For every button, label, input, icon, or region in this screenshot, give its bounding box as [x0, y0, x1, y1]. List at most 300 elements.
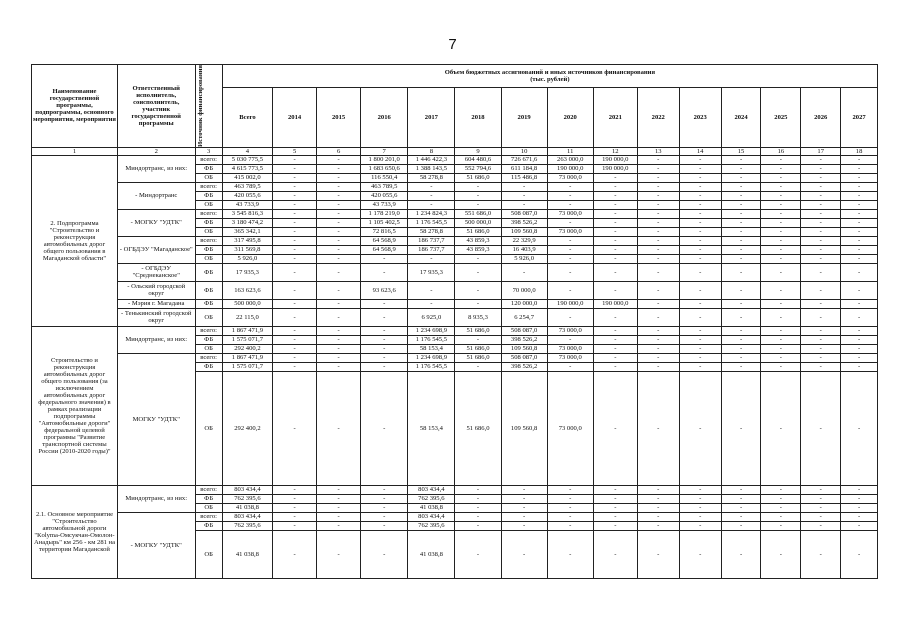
value-cell: - [593, 263, 637, 281]
value-cell: - [501, 530, 547, 578]
value-cell: - [273, 236, 317, 245]
value-cell: 190 000,0 [593, 299, 637, 308]
value-cell: - [721, 521, 761, 530]
source-cell: всего: [195, 209, 222, 218]
value-cell: - [721, 326, 761, 335]
value-cell: - [721, 209, 761, 218]
value-cell: - [761, 353, 801, 362]
table-row [32, 182, 878, 191]
value-cell: - [547, 263, 593, 281]
executor-name: Миндортранс, из них: [117, 485, 195, 512]
value-cell: - [721, 299, 761, 308]
table-row [32, 209, 878, 218]
value-cell: - [593, 200, 637, 209]
value-cell: - [317, 191, 361, 200]
value-cell: - [841, 236, 878, 245]
value-cell: - [593, 236, 637, 245]
value-cell: 5 926,0 [501, 254, 547, 263]
value-cell: - [455, 512, 501, 521]
value-cell: - [637, 254, 679, 263]
value-cell: - [408, 191, 455, 200]
value-cell: - [547, 191, 593, 200]
value-cell: - [361, 485, 408, 494]
value-cell: - [679, 254, 721, 263]
value-cell: 51 686,0 [455, 371, 501, 485]
value-cell: - [593, 254, 637, 263]
value-cell: - [317, 173, 361, 182]
value-cell: - [273, 503, 317, 512]
value-cell: - [801, 173, 841, 182]
column-number: 15 [721, 147, 761, 155]
value-cell: 73 000,0 [547, 209, 593, 218]
source-cell: ФБ [195, 362, 222, 371]
value-cell: - [637, 326, 679, 335]
source-cell: ФБ [195, 164, 222, 173]
value-cell: - [801, 200, 841, 209]
value-cell: - [841, 281, 878, 299]
value-cell: - [361, 494, 408, 503]
value-cell: 43 859,3 [455, 236, 501, 245]
value-cell: 73 000,0 [547, 326, 593, 335]
value-cell: 51 686,0 [455, 326, 501, 335]
table-row [32, 299, 878, 308]
value-cell: - [593, 191, 637, 200]
value-cell: - [761, 326, 801, 335]
executor-name: - МОГКУ "УДТК" [117, 209, 195, 236]
value-cell: - [841, 530, 878, 578]
value-cell: - [273, 344, 317, 353]
value-cell: - [721, 494, 761, 503]
table-row [32, 155, 878, 164]
value-cell: - [679, 503, 721, 512]
value-cell: - [361, 530, 408, 578]
value-cell: - [455, 503, 501, 512]
value-cell: - [593, 362, 637, 371]
year-header: 2022 [637, 88, 679, 148]
value-cell: - [801, 494, 841, 503]
source-cell: ФБ [195, 263, 222, 281]
value-cell: - [273, 155, 317, 164]
column-number: 13 [637, 147, 679, 155]
value-cell: - [547, 236, 593, 245]
column-number: 16 [761, 147, 801, 155]
value-cell: - [637, 335, 679, 344]
value-cell: - [721, 182, 761, 191]
value-cell: - [317, 281, 361, 299]
value-cell: - [317, 494, 361, 503]
column-number: 8 [408, 147, 455, 155]
value-cell: - [679, 371, 721, 485]
value-cell: 420 055,6 [222, 191, 272, 200]
value-cell: - [408, 299, 455, 308]
value-cell: - [801, 182, 841, 191]
value-cell: 51 686,0 [455, 173, 501, 182]
value-cell: 186 737,7 [408, 236, 455, 245]
value-cell: - [547, 308, 593, 326]
value-cell: - [455, 200, 501, 209]
year-header: 2027 [841, 88, 878, 148]
value-cell: - [547, 335, 593, 344]
value-cell: - [679, 182, 721, 191]
value-cell: - [317, 485, 361, 494]
value-cell: - [501, 200, 547, 209]
value-cell: - [593, 326, 637, 335]
value-cell: - [721, 164, 761, 173]
value-cell: - [637, 200, 679, 209]
executor-name: - Мэрия г. Магадана [117, 299, 195, 308]
value-cell: - [273, 245, 317, 254]
value-cell: - [721, 503, 761, 512]
value-cell: - [501, 494, 547, 503]
value-cell: - [637, 494, 679, 503]
column-number: 1 [32, 147, 118, 155]
value-cell: - [317, 209, 361, 218]
column-number: 12 [593, 147, 637, 155]
value-cell: - [455, 362, 501, 371]
value-cell: 1 176 545,5 [408, 335, 455, 344]
value-cell: 263 000,0 [547, 155, 593, 164]
value-cell: - [593, 344, 637, 353]
value-cell: - [841, 254, 878, 263]
value-cell: - [841, 335, 878, 344]
value-cell: - [637, 164, 679, 173]
value-cell: 803 434,4 [408, 485, 455, 494]
value-cell: 1 234 698,9 [408, 353, 455, 362]
value-cell: 73 000,0 [547, 173, 593, 182]
value-cell: - [317, 530, 361, 578]
year-header: 2015 [317, 88, 361, 148]
value-cell: - [273, 218, 317, 227]
value-cell: 552 794,6 [455, 164, 501, 173]
value-cell: - [547, 521, 593, 530]
value-cell: 43 733,9 [361, 200, 408, 209]
financing-table [31, 64, 878, 579]
value-cell: - [361, 353, 408, 362]
program-name: 2. Подпрограмма "Строительство и реконструкция автомобильных дорог общего пользования в Магаданской области" [32, 155, 118, 326]
value-cell: - [547, 218, 593, 227]
value-cell: 463 789,5 [222, 182, 272, 191]
value-cell: - [637, 371, 679, 485]
value-cell: 115 486,8 [501, 173, 547, 182]
value-cell: - [679, 512, 721, 521]
value-cell: 1 176 545,5 [408, 218, 455, 227]
value-cell: - [593, 530, 637, 578]
value-cell: - [801, 362, 841, 371]
value-cell: 500 000,0 [455, 218, 501, 227]
value-cell: - [637, 263, 679, 281]
value-cell: - [317, 164, 361, 173]
source-cell: ФБ [195, 191, 222, 200]
value-cell: - [455, 182, 501, 191]
value-cell: 190 000,0 [547, 164, 593, 173]
value-cell: - [841, 182, 878, 191]
source-cell: ОБ [195, 254, 222, 263]
value-cell: - [408, 200, 455, 209]
value-cell: - [721, 308, 761, 326]
value-cell: 51 686,0 [455, 353, 501, 362]
value-cell: 163 623,6 [222, 281, 272, 299]
value-cell: - [801, 371, 841, 485]
column-number: 4 [222, 147, 272, 155]
value-cell: - [679, 227, 721, 236]
value-cell: - [273, 371, 317, 485]
value-cell: 64 568,9 [361, 245, 408, 254]
value-cell: 51 686,0 [455, 227, 501, 236]
value-cell: - [361, 326, 408, 335]
value-cell: 73 000,0 [547, 371, 593, 485]
value-cell: - [761, 530, 801, 578]
value-cell: 64 568,9 [361, 236, 408, 245]
value-cell: 311 569,8 [222, 245, 272, 254]
value-cell: 420 055,6 [361, 191, 408, 200]
value-cell: 43 733,9 [222, 200, 272, 209]
source-cell: всего: [195, 155, 222, 164]
value-cell: - [679, 353, 721, 362]
value-cell: - [801, 164, 841, 173]
value-cell: - [637, 362, 679, 371]
value-cell: - [317, 227, 361, 236]
value-cell: - [317, 299, 361, 308]
column-number: 18 [841, 147, 878, 155]
value-cell: - [637, 236, 679, 245]
value-cell: - [317, 200, 361, 209]
value-cell: - [841, 263, 878, 281]
value-cell: - [361, 344, 408, 353]
value-cell: - [721, 254, 761, 263]
value-cell: - [361, 371, 408, 485]
table-row [32, 308, 878, 326]
value-cell: - [273, 335, 317, 344]
value-cell: - [317, 182, 361, 191]
value-cell: - [761, 299, 801, 308]
value-cell: - [273, 164, 317, 173]
value-cell: - [841, 164, 878, 173]
value-cell: 190 000,0 [547, 299, 593, 308]
value-cell: - [455, 521, 501, 530]
value-cell: - [761, 200, 801, 209]
source-cell: всего: [195, 326, 222, 335]
value-cell: - [841, 512, 878, 521]
value-cell: 73 000,0 [547, 353, 593, 362]
value-cell: 292 400,2 [222, 344, 272, 353]
value-cell: - [637, 191, 679, 200]
source-cell: ОБ [195, 200, 222, 209]
value-cell: - [761, 344, 801, 353]
source-cell: ФБ [195, 245, 222, 254]
value-cell: - [547, 281, 593, 299]
header-executor: Ответственный исполнитель, соисполнитель, участник государственной программы [117, 65, 195, 148]
source-cell: ОБ [195, 371, 222, 485]
source-cell: всего: [195, 236, 222, 245]
value-cell: - [637, 512, 679, 521]
value-cell: - [637, 227, 679, 236]
value-cell: - [637, 344, 679, 353]
value-cell: 3 180 474,2 [222, 218, 272, 227]
executor-name: Миндортранс, из них: [117, 326, 195, 353]
value-cell: - [801, 245, 841, 254]
value-cell: - [637, 503, 679, 512]
table-row [32, 326, 878, 335]
year-header: 2017 [408, 88, 455, 148]
value-cell: 186 737,7 [408, 245, 455, 254]
value-cell: 1 234 824,3 [408, 209, 455, 218]
value-cell: - [761, 227, 801, 236]
value-cell: - [761, 371, 801, 485]
column-number: 14 [679, 147, 721, 155]
table-row [32, 281, 878, 299]
value-cell: - [841, 200, 878, 209]
executor-name: - МОГКУ "УДТК" [117, 512, 195, 578]
value-cell: - [273, 281, 317, 299]
table-row [32, 236, 878, 245]
value-cell: - [361, 362, 408, 371]
value-cell: - [721, 362, 761, 371]
value-cell: - [801, 191, 841, 200]
value-cell: - [361, 521, 408, 530]
value-cell: 51 686,0 [455, 344, 501, 353]
value-cell: - [273, 263, 317, 281]
value-cell: 762 395,6 [222, 494, 272, 503]
value-cell: - [841, 362, 878, 371]
value-cell: - [679, 218, 721, 227]
value-cell: 1 388 143,5 [408, 164, 455, 173]
value-cell: 726 671,6 [501, 155, 547, 164]
value-cell: - [361, 263, 408, 281]
value-cell: - [841, 521, 878, 530]
program-name: Строительство и реконструкция автомобильных дорог общего пользования (за исключением автомобильных дорог федерального значения) в рамках реализации подпрограммы "Автомобильные дороги" федеральной целевой программы "Развитие транспортной системы России (2010-2020 годы)" [32, 326, 118, 485]
value-cell: - [637, 485, 679, 494]
value-cell: - [501, 263, 547, 281]
value-cell: - [593, 182, 637, 191]
value-cell: - [547, 485, 593, 494]
year-header: 2014 [273, 88, 317, 148]
value-cell: 762 395,6 [408, 494, 455, 503]
value-cell: 3 545 816,3 [222, 209, 272, 218]
value-cell: 398 526,2 [501, 362, 547, 371]
value-cell: - [593, 218, 637, 227]
value-cell: - [721, 335, 761, 344]
value-cell: 508 087,0 [501, 353, 547, 362]
value-cell: - [501, 521, 547, 530]
value-cell: - [721, 245, 761, 254]
value-cell: - [501, 182, 547, 191]
value-cell: 41 038,8 [408, 530, 455, 578]
value-cell: - [801, 218, 841, 227]
value-cell: - [455, 299, 501, 308]
source-cell: ОБ [195, 503, 222, 512]
value-cell: - [637, 209, 679, 218]
value-cell: - [273, 494, 317, 503]
value-cell: - [361, 308, 408, 326]
value-cell: 292 400,2 [222, 371, 272, 485]
source-cell: ОБ [195, 344, 222, 353]
source-cell: ФБ [195, 521, 222, 530]
value-cell: - [455, 494, 501, 503]
value-cell: - [593, 512, 637, 521]
value-cell: - [679, 281, 721, 299]
value-cell: - [721, 344, 761, 353]
year-header: 2019 [501, 88, 547, 148]
value-cell: - [721, 281, 761, 299]
value-cell: - [761, 155, 801, 164]
value-cell: - [761, 182, 801, 191]
year-header: 2016 [361, 88, 408, 148]
value-cell: 463 789,5 [361, 182, 408, 191]
value-cell: - [801, 326, 841, 335]
value-cell: - [455, 281, 501, 299]
value-cell: - [721, 155, 761, 164]
year-header: 2026 [801, 88, 841, 148]
executor-name: Миндортранс, из них: [117, 155, 195, 182]
value-cell: - [801, 209, 841, 218]
value-cell: - [721, 191, 761, 200]
value-cell: - [317, 236, 361, 245]
value-cell: - [721, 353, 761, 362]
value-cell: 500 000,0 [222, 299, 272, 308]
column-number: 2 [117, 147, 195, 155]
source-cell: всего: [195, 512, 222, 521]
column-number: 17 [801, 147, 841, 155]
value-cell: - [273, 353, 317, 362]
table-row [32, 512, 878, 521]
value-cell: 58 153,4 [408, 371, 455, 485]
value-cell: 5 926,0 [222, 254, 272, 263]
executor-name: - Миндортранс [117, 182, 195, 209]
value-cell: - [721, 218, 761, 227]
value-cell: - [679, 485, 721, 494]
value-cell: 1 575 071,7 [222, 335, 272, 344]
value-cell: - [593, 335, 637, 344]
value-cell: - [679, 326, 721, 335]
value-cell: 58 278,8 [408, 173, 455, 182]
year-header: 2023 [679, 88, 721, 148]
value-cell: 6 925,0 [408, 308, 455, 326]
table-row [32, 263, 878, 281]
value-cell: - [637, 182, 679, 191]
value-cell: - [547, 362, 593, 371]
value-cell: - [801, 227, 841, 236]
value-cell: - [637, 353, 679, 362]
value-cell: 398 526,2 [501, 218, 547, 227]
value-cell: - [841, 503, 878, 512]
value-cell: - [455, 485, 501, 494]
value-cell: - [679, 308, 721, 326]
value-cell: - [547, 530, 593, 578]
value-cell: - [547, 254, 593, 263]
value-cell: - [273, 173, 317, 182]
value-cell: - [317, 254, 361, 263]
value-cell: - [721, 530, 761, 578]
value-cell: - [361, 335, 408, 344]
value-cell: - [317, 326, 361, 335]
value-cell: - [761, 173, 801, 182]
value-cell: 22 115,0 [222, 308, 272, 326]
source-cell: ФБ [195, 299, 222, 308]
source-cell: ОБ [195, 530, 222, 578]
value-cell: - [679, 173, 721, 182]
value-cell: - [637, 281, 679, 299]
table-row [32, 485, 878, 494]
value-cell: - [761, 485, 801, 494]
value-cell: - [637, 245, 679, 254]
value-cell: - [317, 362, 361, 371]
year-header: 2021 [593, 88, 637, 148]
value-cell: 762 395,6 [222, 521, 272, 530]
value-cell: 4 615 773,5 [222, 164, 272, 173]
value-cell: - [637, 530, 679, 578]
column-number: 10 [501, 147, 547, 155]
value-cell: - [273, 485, 317, 494]
